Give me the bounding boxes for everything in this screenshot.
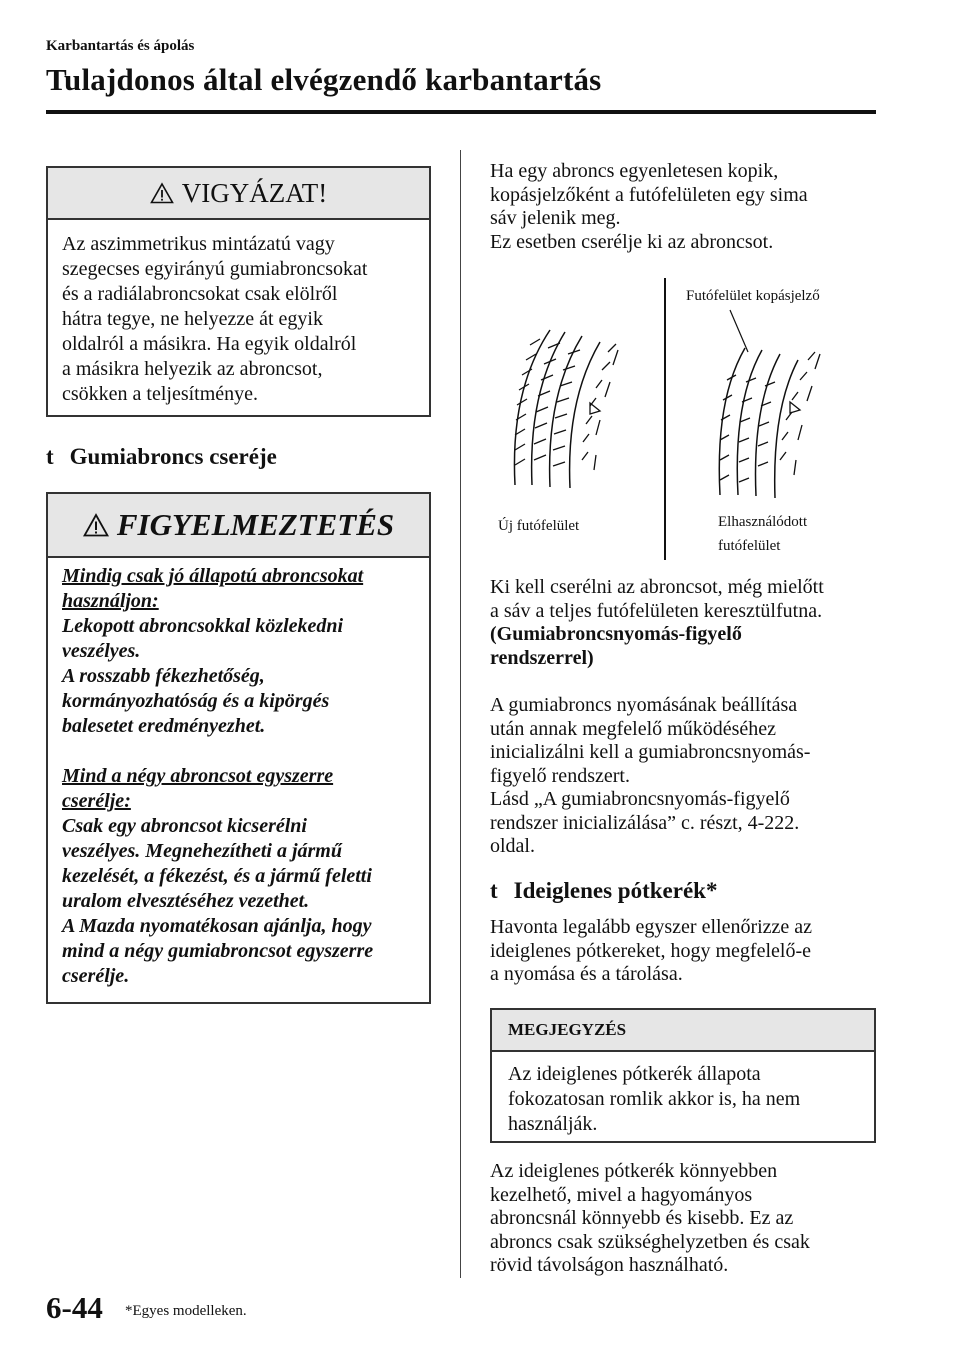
column-divider [460,150,461,1278]
section-title: Ideiglenes pótkerék* [513,878,718,903]
text-line: a másikra helyezik az abroncsot, [62,358,323,380]
tpms-heading: (Gumiabroncsnyomás-figyelő [490,623,742,645]
text-line: oldalról a másikra. Ha egyik oldalról [62,333,357,355]
title-rule [46,110,876,114]
warning-triangle-icon [83,513,109,537]
text-line: kopásjelzőként a futófelületen egy sima [490,183,808,206]
section-bullet: t [490,878,498,903]
text-line: rövid távolságon használható. [490,1254,729,1276]
tpms-heading: rendszerrel) [490,646,594,669]
text-line: Mind a négy abroncsot egyszerre [62,765,334,787]
page-title: Tulajdonos által elvégzendő karbantartás [46,62,602,97]
text-line: Havonta legalább egyszer ellenőrizze az [490,916,813,938]
warning-triangle-icon [150,182,174,204]
note-heading: MEGJEGYZÉS [508,1020,627,1039]
text-line: kezelhető, mivel a hagyományos [490,1183,753,1206]
caution-heading: VIGYÁZAT! [181,177,328,208]
label-worn-tread-1: Elhasználódott [718,514,808,530]
text-line: A gumiabroncs nyomásának beállítása [490,694,798,716]
text-line: Az ideiglenes pótkerék állapota [508,1063,761,1085]
section-heading-spare-tire [490,878,717,904]
intro-paragraph [490,160,808,254]
warning-header [48,494,429,558]
text-line: használják. [508,1113,598,1135]
text-line: inicializálni kell a gumiabroncsnyomás- [490,741,811,763]
warning-box [46,492,431,1004]
text-line: cserélje. [62,965,130,987]
spare-paragraph-2 [490,1160,810,1278]
text-line: figyelő rendszert. [490,764,630,787]
text-line: kezelését, a fékezést, és a jármű feletti [62,865,372,887]
warning-heading: FIGYELMEZTETÉS [116,507,395,542]
text-line: oldal. [490,835,535,857]
text-line: használjon: [62,590,159,612]
text-line: Mindig csak jó állapotú abroncsokat [62,565,364,587]
label-wear-indicator: Futófelület kopásjelző [686,288,820,304]
text-line: A rosszabb fékezhetőség, [62,665,265,687]
spare-paragraph [490,916,812,987]
section-title: Gumiabroncs cseréje [69,444,277,469]
text-line: uralom elvesztéséhez vezethet. [62,890,310,912]
note-box [490,1008,876,1143]
text-line: Csak egy abroncsot kicserélni [62,815,307,837]
text-line: szegecses egyirányú gumiabroncsokat [62,258,368,280]
note-header [492,1010,874,1052]
section-bullet: t [46,444,54,469]
text-line: abroncsnál könnyebb és kisebb. Ez az [490,1207,794,1229]
text-line: fokozatosan romlik akkor is, ha nem [508,1088,801,1110]
text-line: A Mazda nyomatékosan ajánlja, hogy [62,915,372,937]
tread-wear-figure [490,270,876,565]
text-line: Lekopott abroncsokkal közlekedni [62,615,344,637]
caution-header [48,168,429,220]
spacer [62,739,415,764]
text-line: ideiglenes pótkereket, hogy megfelelő-e [490,939,811,962]
text-line: balesetet eredményezhet. [62,715,266,737]
text-line: rendszer inicializálása” c. részt, 4-222. [490,811,800,834]
text-line: mind a négy gumiabroncsot egyszerre [62,940,374,962]
text-line: és a radiálabroncsokat csak elölről [62,283,338,305]
footnote: *Egyes modelleken. [125,1303,247,1319]
replace-paragraph [490,576,824,670]
text-line: Az ideiglenes pótkerék könnyebben [490,1160,778,1182]
text-line: a nyomása és a tárolása. [490,963,683,985]
section-label: Karbantartás és ápolás [46,38,195,54]
warning-body [48,558,429,995]
tpms-paragraph [490,694,810,859]
new-tread-illustration [514,330,618,488]
caution-body [48,220,429,419]
note-body [492,1052,874,1147]
caution-box [46,166,431,417]
text-line: Ha egy abroncs egyenletesen kopik, [490,160,779,182]
text-line: kormányozhatóság és a kipörgés [62,690,330,712]
text-line: Az aszimmetrikus mintázatú vagy [62,233,335,255]
text-line: veszélyes. [62,640,141,662]
section-heading-tire-replacement [46,444,277,470]
worn-tread-illustration [719,310,820,498]
text-line: hátra tegye, ne helyezze át egyik [62,308,323,330]
page-number: 6-44 [46,1290,103,1325]
label-new-tread: Új futófelület [498,518,580,534]
text-line: cserélje: [62,790,131,812]
text-line: abroncs csak szükséghelyzetben és csak [490,1230,810,1253]
text-line: a sáv a teljes futófelületen keresztülfutna. [490,599,823,622]
text-line: Ez esetben cserélje ki az abroncsot. [490,230,774,253]
text-line: Ki kell cserélni az abroncsot, még mielőtt [490,576,824,598]
text-line: Lásd „A gumiabroncsnyomás-figyelő [490,788,790,810]
text-line: csökken a teljesítménye. [62,383,259,405]
label-worn-tread-2: futófelület [718,538,781,554]
text-line: sáv jelenik meg. [490,207,621,229]
text-line: veszélyes. Megnehezítheti a jármű [62,840,342,862]
text-line: után annak megfelelő működéséhez [490,717,776,740]
